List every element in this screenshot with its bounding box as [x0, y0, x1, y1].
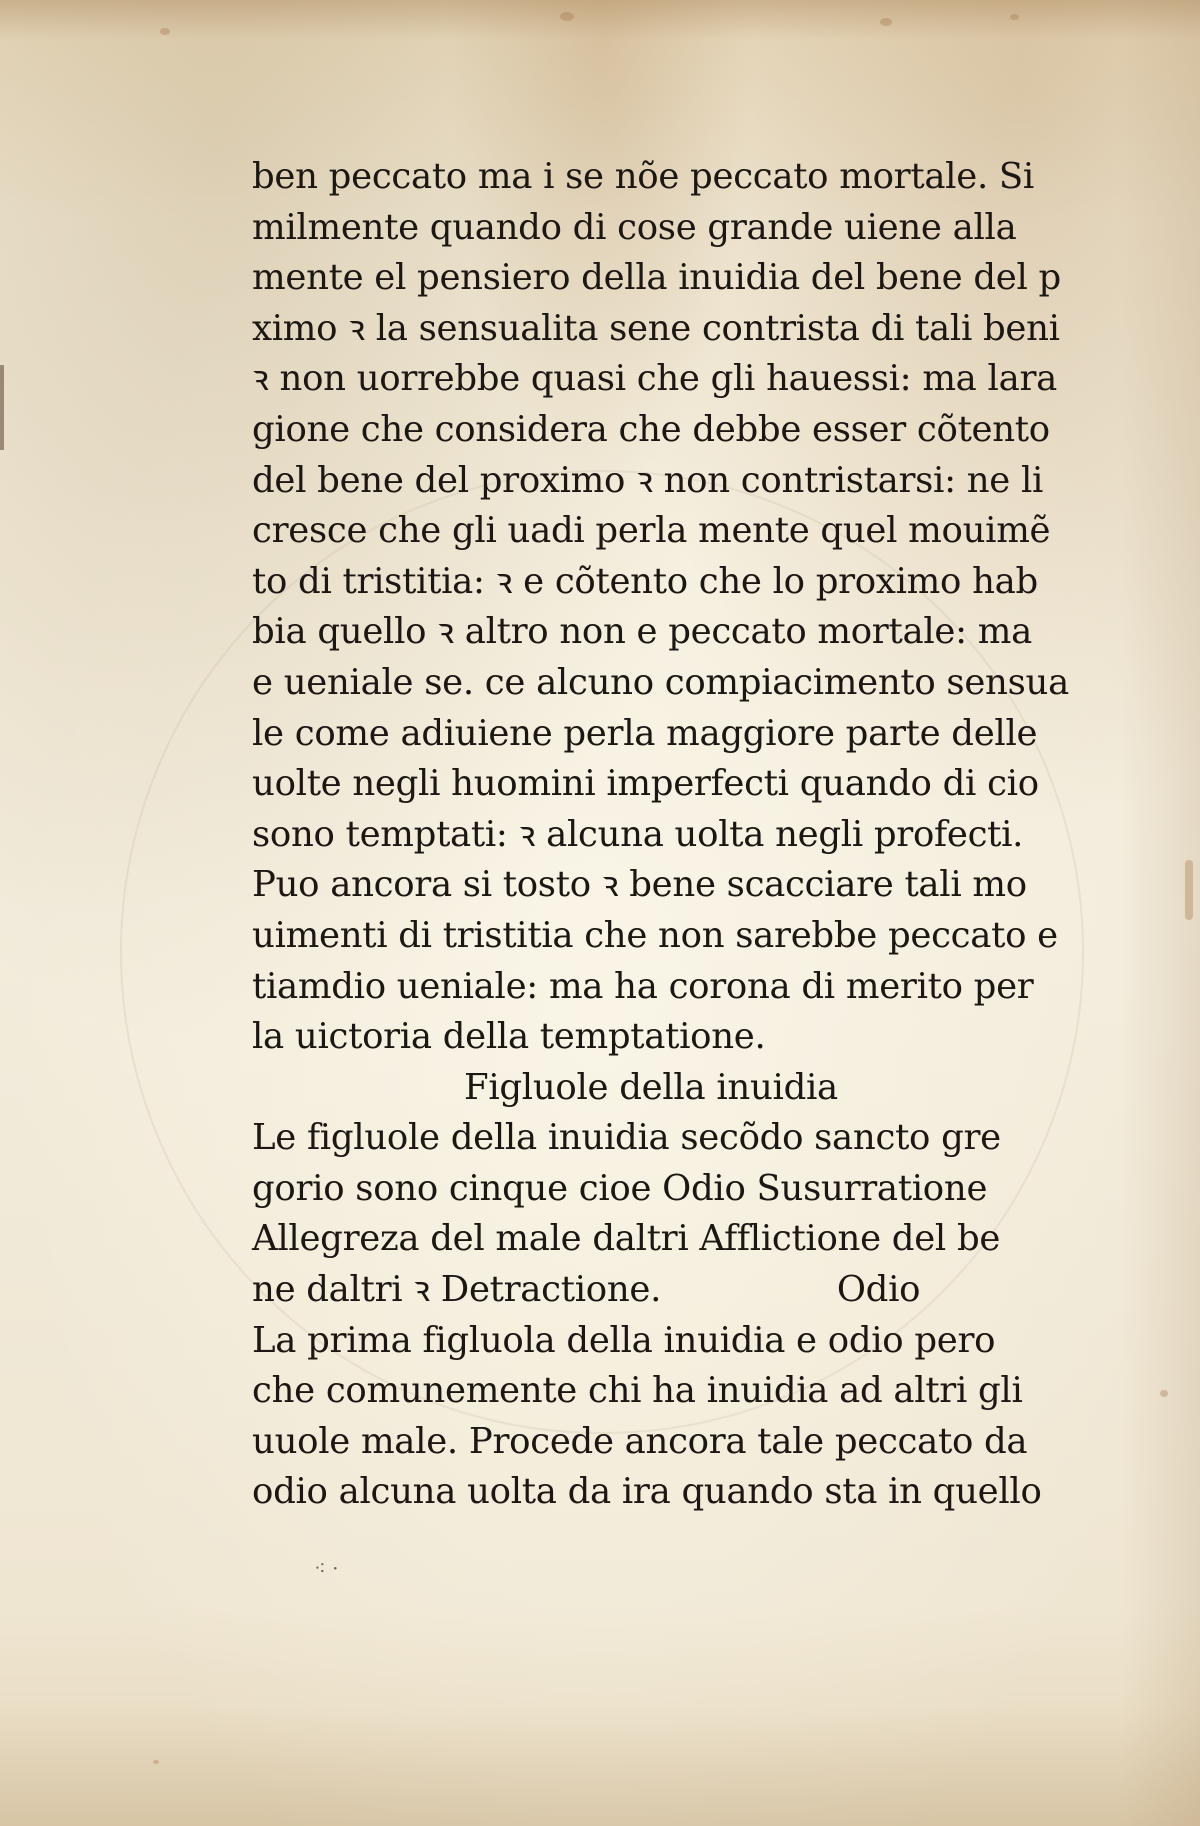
text-line: le come adiuiene perla maggiore parte delle: [252, 712, 1038, 754]
text-line: milmente quando di cose grande uiene alla: [252, 206, 1017, 248]
foxing-spot: [1160, 1390, 1168, 1397]
text-line: ximo ꝛ la sensualita sene contrista di tali beni: [252, 307, 1060, 349]
top-edge-stain: [0, 0, 1200, 40]
text-line: Puo ancora si tosto ꝛ bene scacciare tali mo: [252, 864, 1027, 906]
foxing-spot: [880, 18, 892, 26]
text-line: cresce che gli uadi perla mente quel mouimẽ: [252, 510, 1051, 552]
text-line: ꝛ non uorrebbe quasi che gli hauessi: ma lara: [252, 358, 1057, 400]
text-line: gione che considera che debbe esser cõtento: [252, 408, 1050, 450]
text-line: La prima figluola della inuidia e odio pero: [252, 1319, 996, 1361]
foxing-spot: [153, 1760, 159, 1764]
section-heading: Figluole della inuidia: [464, 1066, 838, 1108]
foxing-spot: [560, 12, 574, 21]
bottom-edge-shade: [0, 1706, 1200, 1826]
foxing-spot: [1010, 14, 1019, 20]
text-line: del bene del proximo ꝛ non contristarsi: ne li: [252, 459, 1044, 501]
text-line: uuole male. Procede ancora tale peccato da: [252, 1420, 1028, 1462]
text-line: gorio sono cinque cioe Odio Susurratione: [252, 1167, 988, 1209]
text-line: uimenti di tristitia che non sarebbe peccato e: [252, 914, 1058, 956]
text-line: ne daltri ꝛ Detractione. Odio: [252, 1269, 921, 1311]
text-line: e ueniale se. ce alcuno compiacimento sensua: [252, 661, 1069, 703]
text-line: sono temptati: ꝛ alcuna uolta negli profecti.: [252, 813, 1024, 855]
foxing-spot: [1185, 860, 1193, 920]
text-line: mente el pensiero della inuidia del bene del p: [252, 257, 1061, 299]
text-line: odio alcuna uolta da ira quando sta in quello: [252, 1471, 1042, 1513]
text-line: Allegreza del male daltri Afflictione del be: [252, 1218, 1001, 1260]
text-line: to di tristitia: ꝛ e cõtento che lo proximo hab: [252, 560, 1038, 602]
text-line: la uictoria della temptatione.: [252, 1016, 766, 1058]
page-text-block: [252, 152, 1069, 1518]
left-edge-mark: [0, 365, 4, 450]
text-line: Le figluole della inuidia secõdo sancto gre: [252, 1117, 1001, 1159]
text-line: bia quello ꝛ altro non e peccato mortale: ma: [252, 611, 1032, 653]
text-line: che comunemente chi ha inuidia ad altri gli: [252, 1370, 1023, 1412]
text-line: ben peccato ma i se nõe peccato mortale. Si: [252, 156, 1034, 197]
margin-mark: ⁖ ·: [314, 1556, 339, 1580]
text-line: tiamdio ueniale: ma ha corona di merito per: [252, 965, 1034, 1007]
text-line: uolte negli huomini imperfecti quando di cio: [252, 763, 1039, 805]
foxing-spot: [160, 28, 170, 35]
